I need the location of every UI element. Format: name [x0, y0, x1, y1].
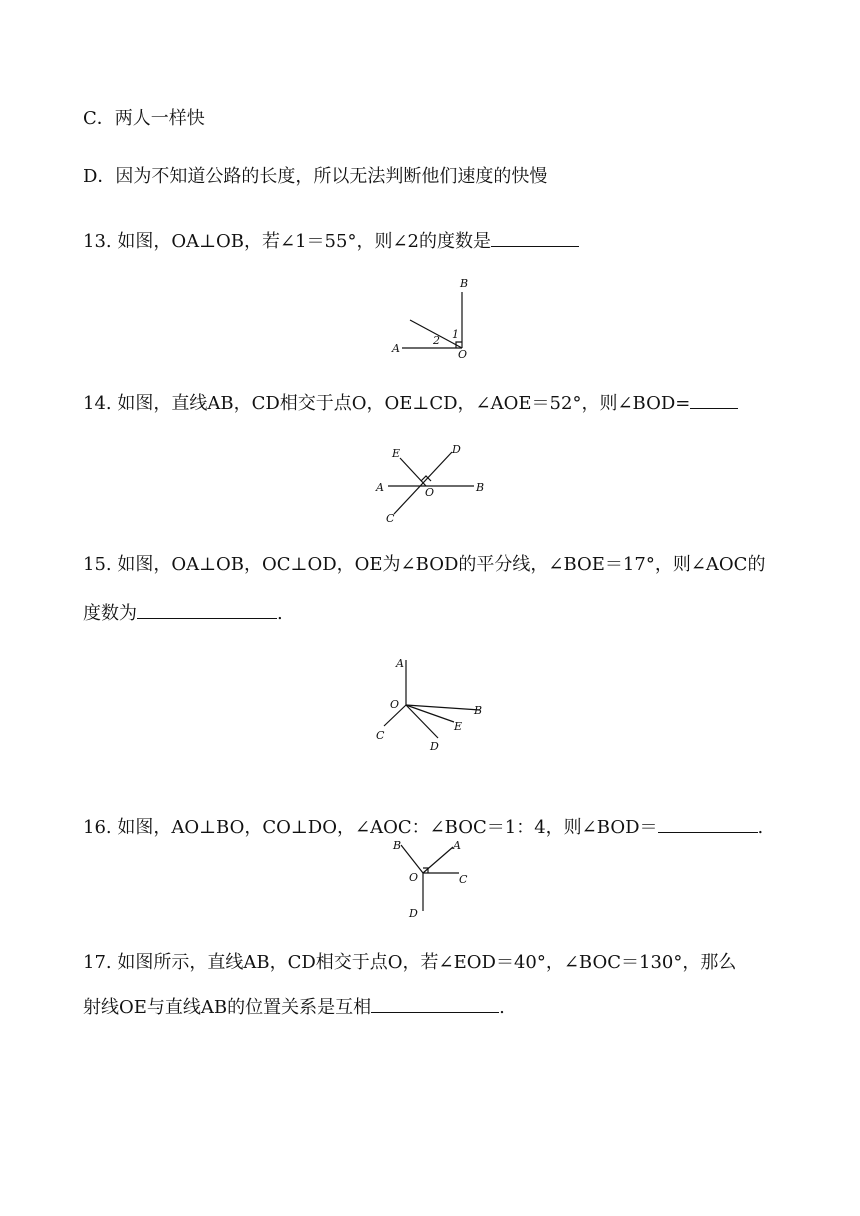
fig15-label-c: C [376, 729, 385, 742]
question-15-line-2 [83, 600, 283, 627]
option-d: D．因为不知道公路的长度，所以无法判断他们速度的快慢 [83, 166, 548, 187]
fig16-label-b: B [393, 839, 402, 852]
question-13-text: 13. 如图，OA⊥OB，若∠1＝55°，则∠2的度数是 [83, 231, 491, 252]
question-16-period: . [757, 817, 764, 838]
option-c: C．两人一样快 [83, 108, 205, 129]
fig13-label-1: 1 [452, 328, 459, 341]
fig13-label-b: B [460, 277, 469, 290]
question-17-line-1: 17. 如图所示，直线AB，CD相交于点O，若∠EOD＝40°，∠BOC＝130°，那么 [83, 952, 737, 973]
question-15-line-1: 15. 如图，OA⊥OB，OC⊥OD，OE为∠BOD的平分线，∠BOE＝17°，则∠AOC的 [83, 554, 766, 575]
figure-14 [370, 440, 495, 530]
fig16-label-c: C [459, 873, 468, 886]
fig14-label-d: D [452, 443, 461, 456]
fig14-label-b: B [476, 481, 485, 494]
figure-15 [368, 650, 493, 755]
figure-13 [380, 270, 490, 362]
fig14-label-a: A [376, 481, 384, 494]
question-14-text: 14. 如图，直线AB，CD相交于点O，OE⊥CD，∠AOE＝52°，则∠BOD= [83, 393, 691, 414]
fig15-label-e: E [454, 720, 463, 733]
fig16-label-a: A [453, 839, 461, 852]
fig15-label-d: D [430, 740, 439, 753]
answer-blank-15[interactable] [137, 600, 277, 619]
fig14-label-e: E [392, 447, 401, 460]
fig13-label-o: O [458, 348, 468, 361]
fig14-label-c: C [386, 512, 395, 525]
question-13 [83, 228, 579, 255]
fig16-label-d: D [409, 907, 418, 920]
fig15-label-o: O [390, 698, 400, 711]
question-17-period: . [499, 997, 505, 1018]
question-17-line-2 [83, 994, 505, 1021]
fig13-label-2: 2 [433, 334, 440, 347]
question-15-text: 度数为 [83, 603, 137, 624]
answer-blank-13[interactable] [491, 228, 579, 247]
question-14 [83, 390, 738, 417]
answer-blank-17[interactable] [371, 994, 499, 1013]
fig13-label-a: A [392, 342, 400, 355]
fig14-label-o: O [425, 486, 435, 499]
fig15-label-b: B [474, 704, 483, 717]
question-15-period: . [277, 603, 283, 624]
fig15-label-a: A [396, 657, 404, 670]
figure-16 [385, 835, 485, 925]
answer-blank-14[interactable] [690, 390, 738, 409]
question-16-text: 16. 如图，AO⊥BO，CO⊥DO，∠AOC：∠BOC＝1：4，则∠BOD＝ [83, 817, 658, 838]
fig16-label-o: O [409, 871, 419, 884]
question-17-text: 射线OE与直线AB的位置关系是互相 [83, 997, 372, 1018]
answer-blank-16[interactable] [658, 814, 758, 833]
